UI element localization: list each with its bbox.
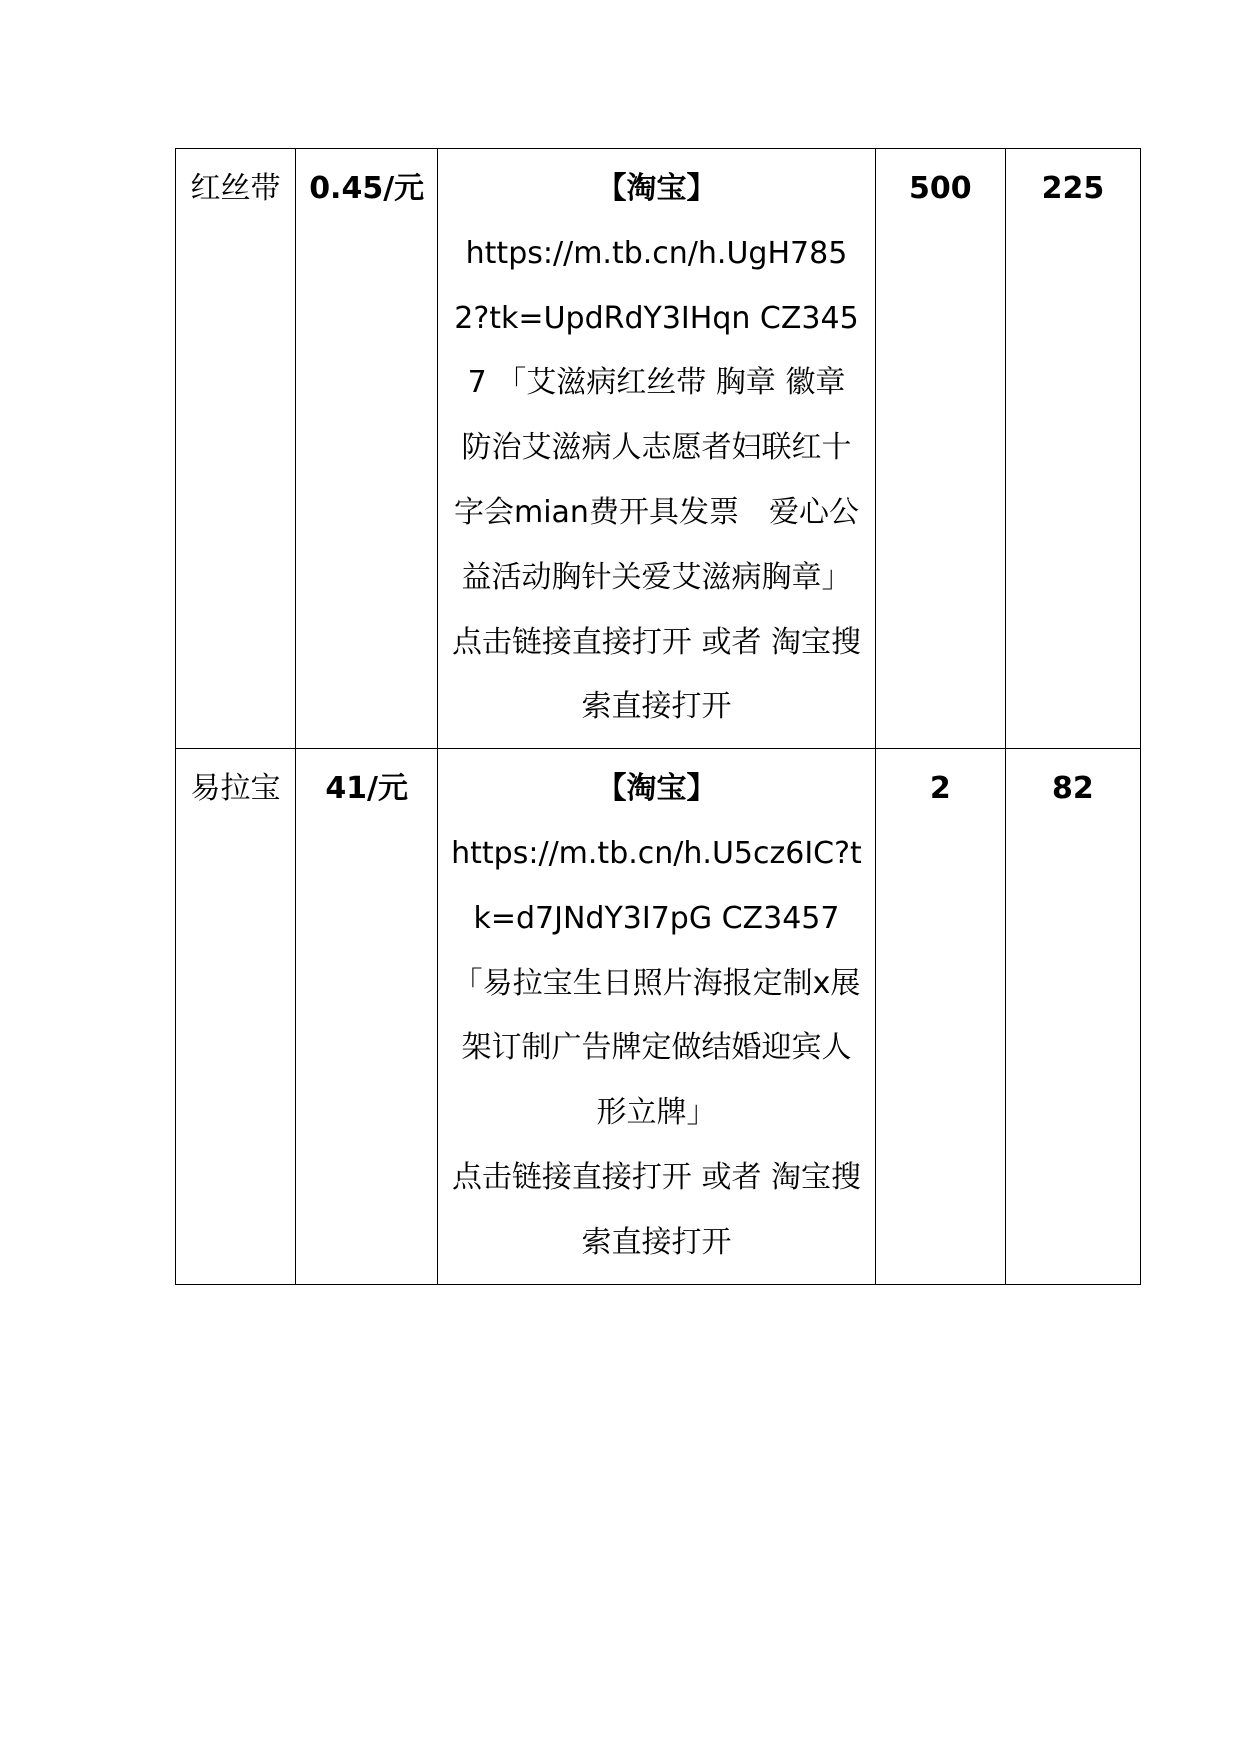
item-name-cell: 易拉宝: [176, 749, 296, 1284]
table-row: [176, 149, 1141, 749]
link-instruction-text: 点击链接直接打开 或者 淘宝搜索直接打开: [451, 1159, 862, 1260]
product-link-text[interactable]: https://m.tb.cn/h.UgH7852?tk=UpdRdY3IHqn CZ3457 「艾滋病红丝带 胸章 徽章 防治艾滋病人志愿者妇联红十字会mian费开具发票 爱心公益活动胸针关爱艾滋病胸章」: [453, 235, 859, 595]
item-quantity-cell: 500: [875, 149, 1005, 749]
purchase-items-table: [175, 148, 1141, 1285]
link-source-label: 【淘宝】: [596, 771, 717, 807]
item-quantity-cell: 2: [875, 749, 1005, 1284]
item-price-cell: 0.45/元: [296, 149, 438, 749]
item-price-cell: 41/元: [296, 749, 438, 1284]
item-total-cell: 82: [1005, 749, 1140, 1284]
table-row: [176, 749, 1141, 1284]
link-instruction-text: 点击链接直接打开 或者 淘宝搜索直接打开: [451, 624, 862, 725]
item-total-cell: 225: [1005, 149, 1140, 749]
product-link-text[interactable]: https://m.tb.cn/h.U5cz6IC?tk=d7JNdY3I7pG CZ3457 「易拉宝生日照片海报定制x展架订制广告牌定做结婚迎宾人形立牌」: [451, 835, 862, 1131]
item-link-cell: [438, 749, 875, 1284]
item-link-cell: [438, 149, 875, 749]
item-name-cell: 红丝带: [176, 149, 296, 749]
link-source-label: 【淘宝】: [596, 171, 717, 206]
